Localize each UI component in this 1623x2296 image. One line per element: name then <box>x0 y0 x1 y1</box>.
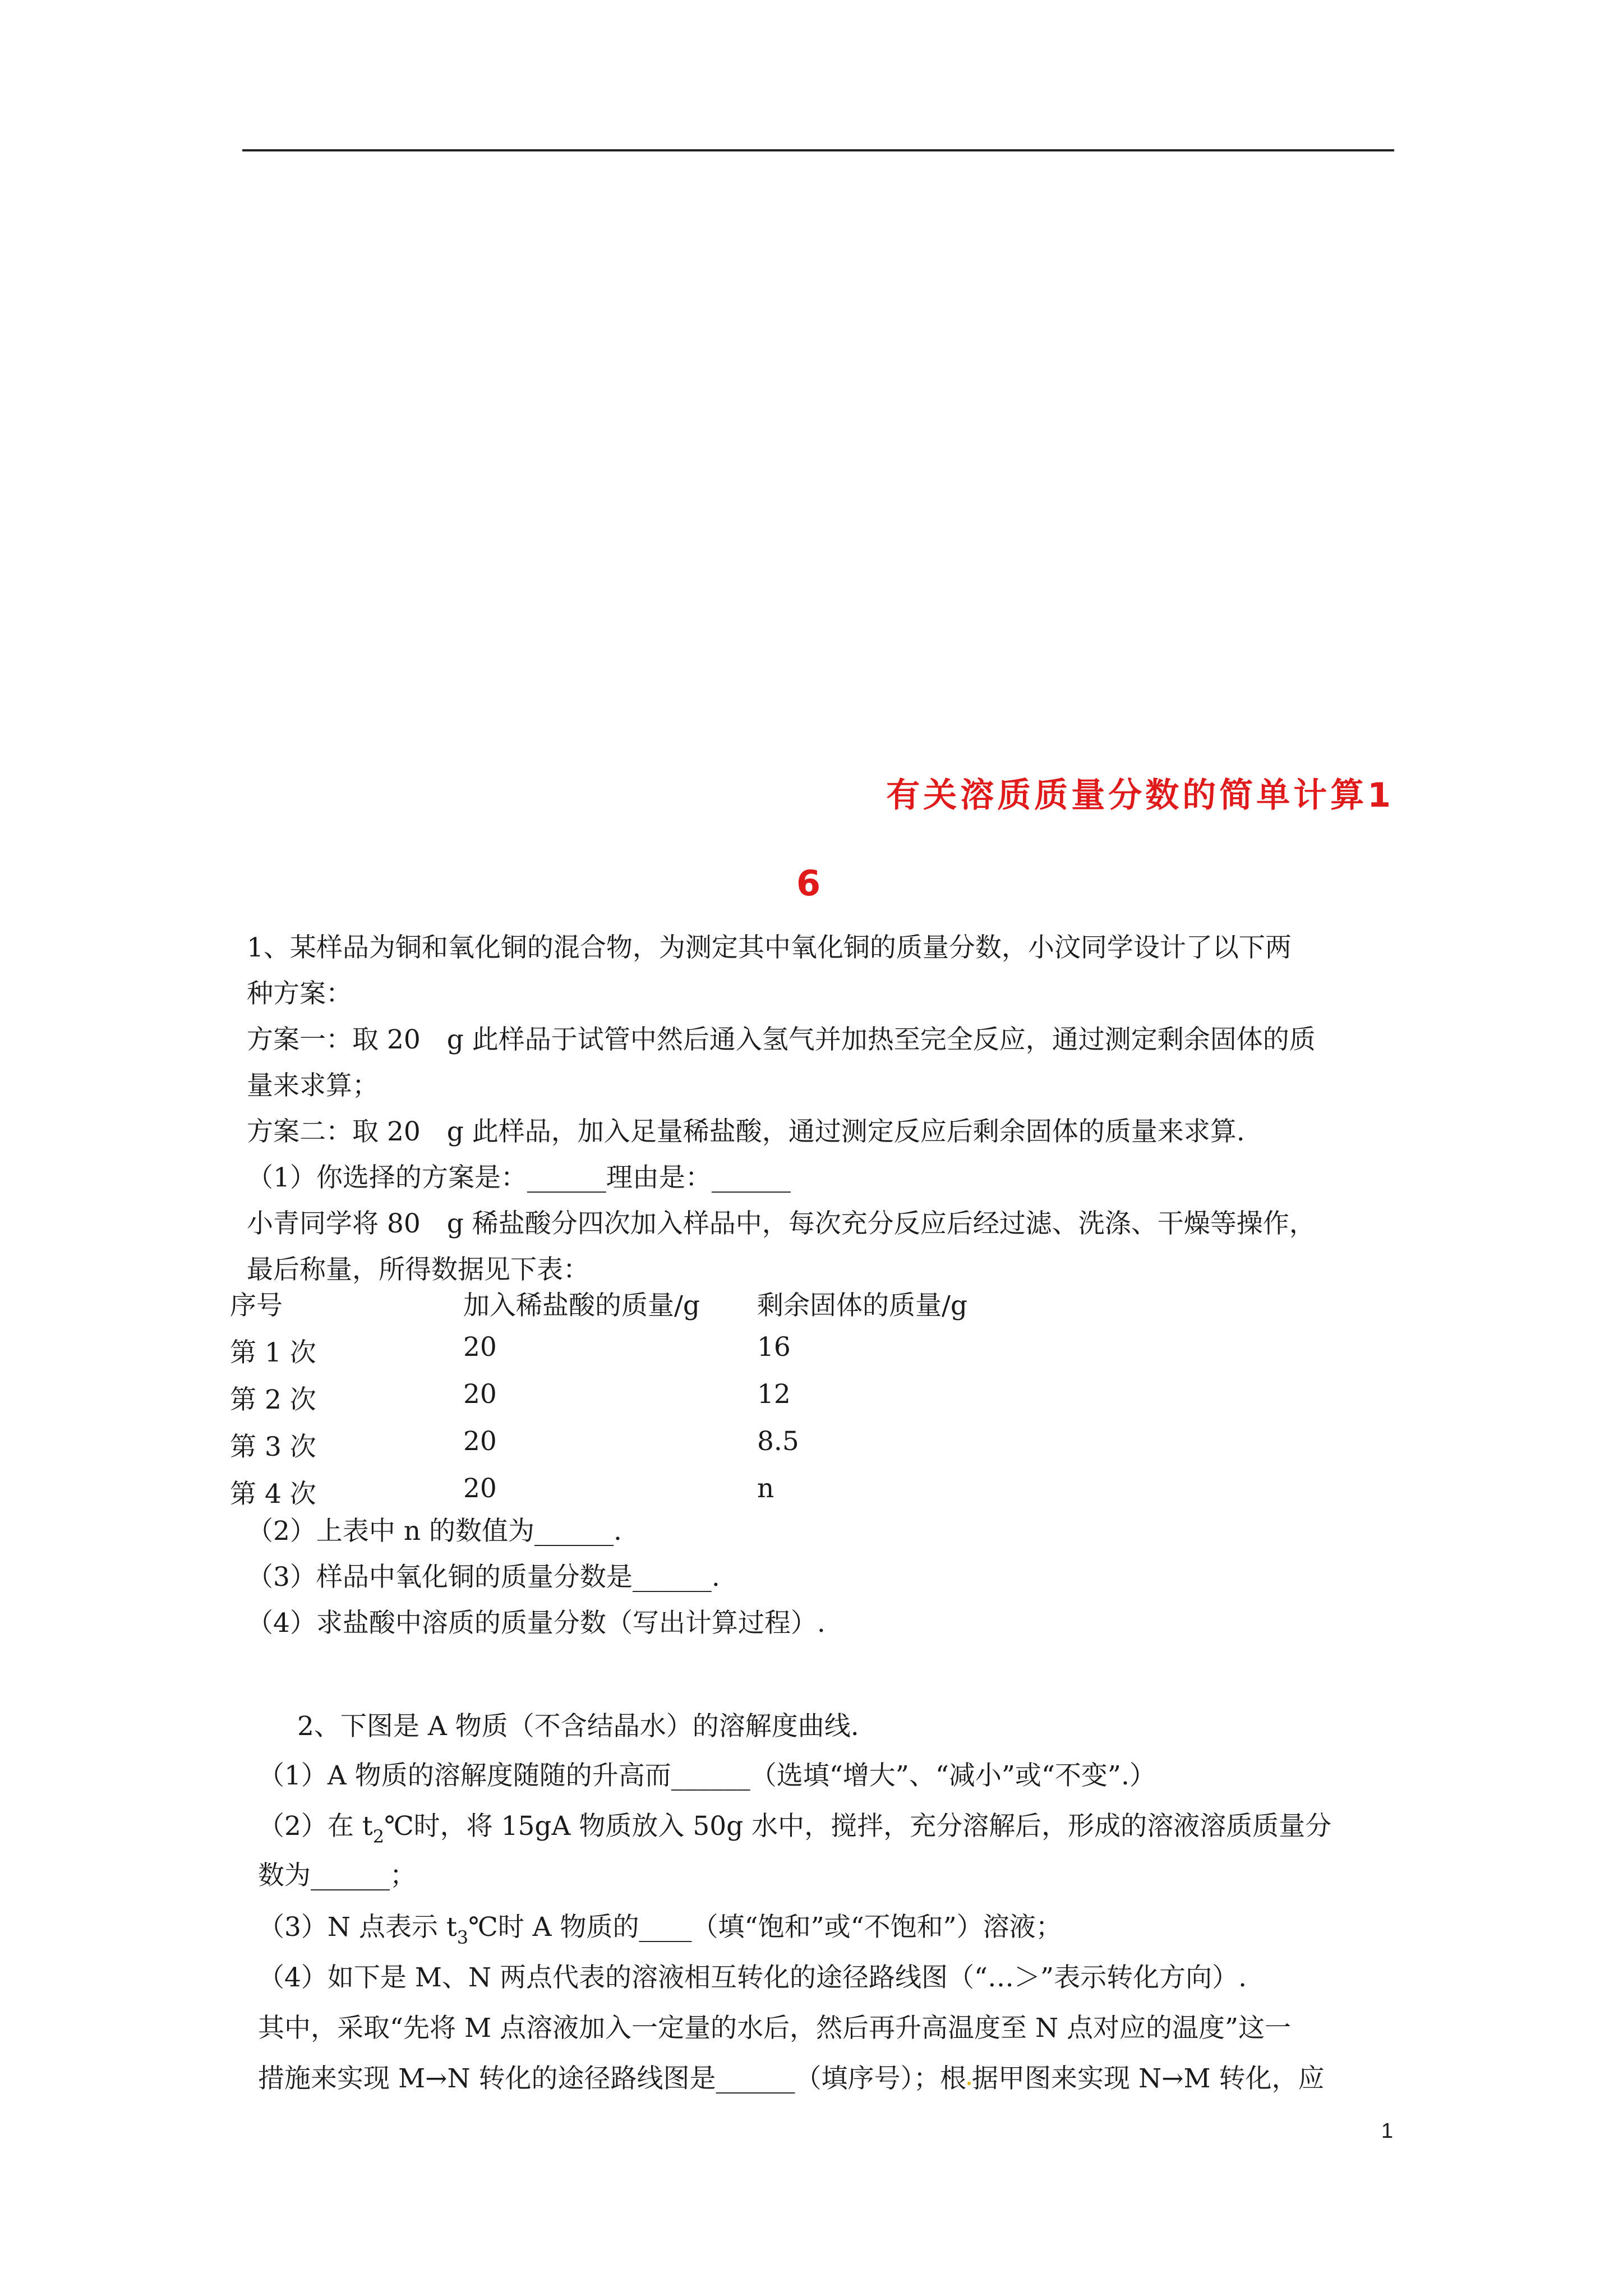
table-cell: 8.5 <box>757 1426 799 1457</box>
q1-line-2: 种方案： <box>247 978 352 1009</box>
table-cell: 20 <box>463 1426 497 1457</box>
table-header-solid: 剩余固体的质量/g <box>757 1290 967 1321</box>
q1-sub-3: （3）样品中氧化铜的质量分数是______. <box>247 1562 720 1593</box>
table-cell: 第 2 次 <box>230 1384 316 1415</box>
q2-sub-1: （1）A 物质的溶解度随随的升高而______（选填“增大”、“减小”或“不变”.） <box>258 1760 1156 1791</box>
table-header-acid: 加入稀盐酸的质量/g <box>463 1290 700 1321</box>
q1-intro-table-cont: 最后称量，所得数据见下表： <box>247 1254 589 1285</box>
q2-sub-4: （4）如下是 M、N 两点代表的溶液相互转化的途径路线图（“…＞”表示转化方向）. <box>258 1962 1247 1993</box>
table-cell: 16 <box>757 1332 791 1363</box>
table-header-index: 序号 <box>230 1290 283 1321</box>
q1-intro-table: 小青同学将 80 g 稀盐酸分四次加入样品中，每次充分反应后经过滤、洗涤、干燥等操作， <box>247 1208 1316 1239</box>
q1-plan-one-cont: 量来求算； <box>247 1070 379 1101</box>
subscript: 2 <box>372 1826 385 1847</box>
document-title: 有关溶质质量分数的简单计算1 <box>886 776 1394 815</box>
document-title-continuation: 6 <box>796 863 821 904</box>
table-cell: 20 <box>463 1379 497 1410</box>
table-cell: 第 1 次 <box>230 1337 316 1368</box>
q2-sub-4-cont: 其中，采取“先将 M 点溶液加入一定量的水后，然后再升高温度至 N 点对应的温度”这一 <box>258 2013 1292 2044</box>
q2-intro: 2、下图是 A 物质（不含结晶水）的溶解度曲线. <box>297 1711 859 1742</box>
page-number: 1 <box>1381 2119 1393 2143</box>
q2-sub-4-cont-2: 措施来实现 M→N 转化的途径路线图是______（填序号）；根 据甲图来实现 N→M 转化，应 <box>258 2063 1325 2094</box>
q2-sub-3: （3）N 点表示 $t_3℃$时 A 物质的____（填“饱和”或“不饱和”）溶液； <box>258 1912 1062 1948</box>
q1-sub-1: （1）你选择的方案是：______理由是：______ <box>247 1162 791 1193</box>
q1-plan-two: 方案二：取 20 g 此样品，加入足量稀盐酸，通过测定反应后剩余固体的质量来求算. <box>247 1116 1245 1147</box>
header-rule <box>242 149 1394 151</box>
table-cell: 20 <box>463 1332 497 1363</box>
table-cell: n <box>757 1473 774 1504</box>
table-cell: 20 <box>463 1473 497 1504</box>
q2-sub-2-cont: 数为______； <box>258 1860 416 1891</box>
dot-mark <box>967 2082 971 2085</box>
q1-sub-4: （4）求盐酸中溶质的质量分数（写出计算过程）. <box>247 1608 826 1639</box>
table-cell: 12 <box>757 1379 791 1410</box>
table-cell: 第 3 次 <box>230 1432 316 1462</box>
q2-sub-2: （2）在 $t_2℃$时，将 15gA 物质放入 50g 水中，搅拌，充分溶解后，形成的溶液溶质质量分 <box>258 1811 1332 1847</box>
subscript: 3 <box>457 1927 469 1948</box>
table-cell: 第 4 次 <box>230 1479 316 1510</box>
q1-sub-2: （2）上表中 n 的数值为______. <box>247 1516 622 1547</box>
q1-plan-one: 方案一：取 20 g 此样品于试管中然后通入氢气并加热至完全反应，通过测定剩余固体的质 <box>247 1024 1316 1055</box>
q1-line-1: 1、某样品为铜和氧化铜的混合物，为测定其中氧化铜的质量分数，小汶同学设计了以下两 <box>247 932 1292 963</box>
